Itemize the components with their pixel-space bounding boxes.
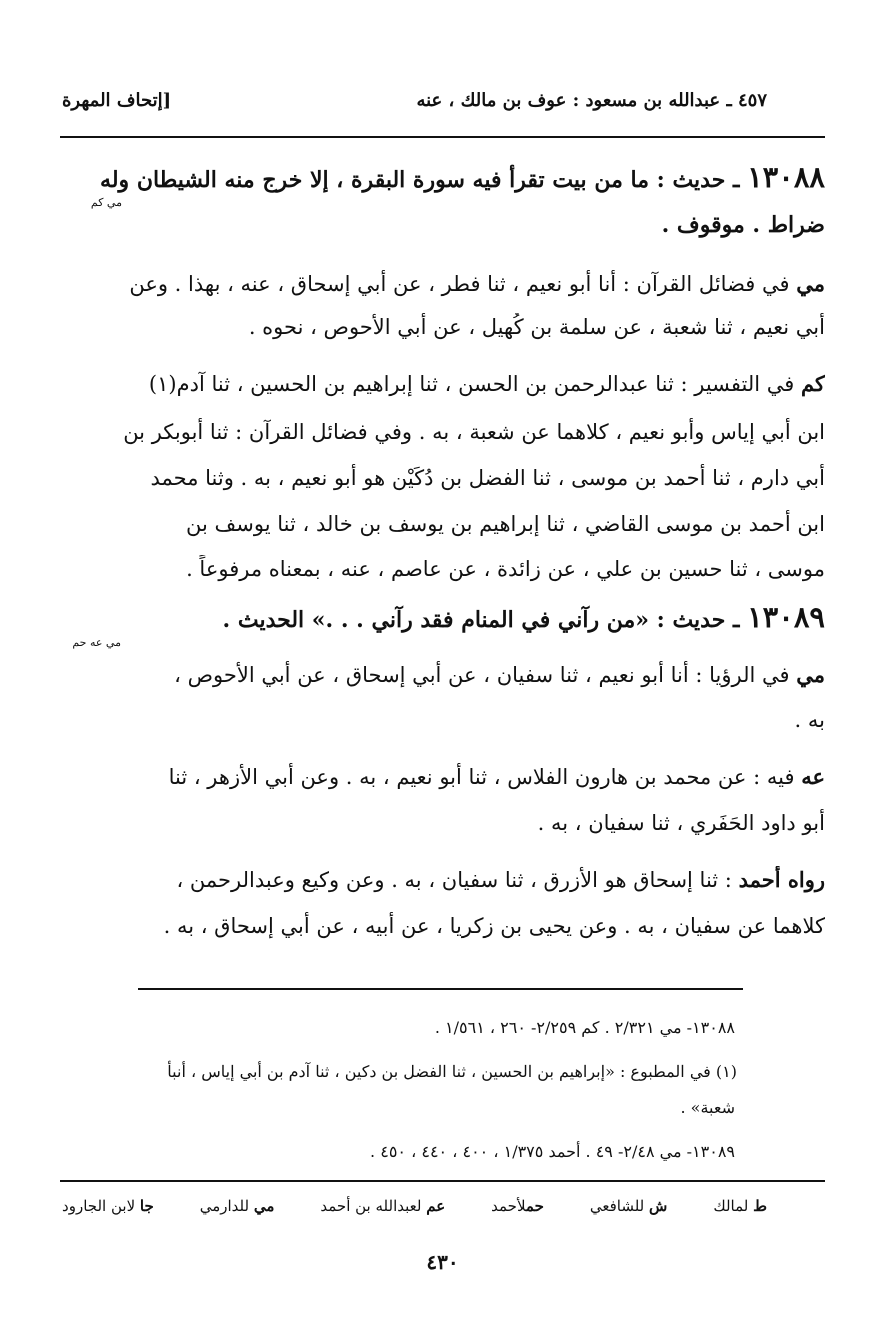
page-number: ٤٣٠ [426, 1250, 459, 1274]
hadith-text: ـ حديث : ما من بيت تقرأ فيه سورة البقرة ، إلا خرج منه الشيطان وله [100, 167, 740, 193]
hadith-13089-heading [65, 600, 825, 637]
source-sigla: مي [796, 662, 825, 687]
legend-rule [60, 1180, 825, 1182]
paragraph-ahmad-line1: رواه أحمد : ثنا إسحاق هو الأزرق ، ثنا سفيان ، به . وعن وكيع وعبدالرحمن ، [176, 867, 825, 892]
hadith-13088-heading [65, 160, 825, 197]
footnote-rule [138, 988, 743, 990]
paragraph-darimi-line1: مي في فضائل القرآن : أنا أبو نعيم ، ثنا فطر ، عن أبي إسحاق ، عنه ، بهذا . وعن [129, 271, 825, 296]
paragraph-ahmad-line2: كلاهما عن سفيان ، به . وعن يحيى بن زكريا ، عن أبيه ، عن أبي إسحاق ، به . [163, 914, 825, 938]
running-header-right: ٤٥٧ ـ عبدالله بن مسعود : عوف بن مالك ، عنه [416, 90, 767, 111]
legend-item: ش للشافعي [589, 1197, 668, 1215]
paragraph-hakim-line2: ابن أبي إياس وأبو نعيم ، كلاهما عن شعبة ، به . وفي فضائل القرآن : ثنا أبوبكر بن [123, 420, 825, 444]
paragraph-awana-line1: عه فيه : عن محمد بن هارون الفلاس ، ثنا أبو نعيم ، به . وعن أبي الأزهر ، ثنا [168, 764, 825, 789]
paragraph-ruya-line1: مي في الرؤيا : أنا أبو نعيم ، ثنا سفيان ، عن أبي إسحاق ، عن أبي الأحوص ، [174, 662, 825, 687]
legend-item: مي للدارمي [199, 1197, 275, 1215]
paragraph-hakim-line3: أبي دارم ، ثنا أحمد بن موسى ، ثنا الفضل بن دُكَيْن هو أبو نعيم ، به . وثنا محمد [150, 466, 825, 490]
hadith-13088-line2: ضراط . موقوف . [661, 212, 825, 238]
footnote-13088: ١٣٠٨٨- مي ٢/٣٢١ . كم ٢/٢٥٩- ٢٦٠ ، ١/٥٦١ . [434, 1018, 735, 1037]
legend-item: حملأحمد [491, 1197, 544, 1215]
hadith-number: ١٣٠٨٨ [747, 160, 825, 194]
footnote-1-line1: (١) في المطبوع : «إبراهيم بن الحسين ، ثنا الفضل بن دكين ، ثنا آدم بن أبي إياس ، أنبأ [167, 1062, 737, 1081]
legend-item: ط لمالك [713, 1197, 767, 1215]
source-sigla: مي [796, 271, 825, 296]
source-codes: مي كم [90, 196, 122, 209]
footnote-13089: ١٣٠٨٩- مي ٢/٤٨- ٤٩ . أحمد ١/٣٧٥ ، ٤٠٠ ، ٤٤٠ ، ٤٥٠ . [370, 1142, 735, 1161]
source-codes: مي عه حم [72, 636, 121, 649]
legend-item: جا لابن الجارود [62, 1197, 154, 1215]
paragraph-darimi-line2: أبي نعيم ، ثنا شعبة ، عن سلمة بن كُهيل ، عن أبي الأحوص ، نحوه . [248, 315, 825, 339]
hadith-number: ١٣٠٨٩ [747, 600, 825, 634]
paragraph-hakim-line4: ابن أحمد بن موسى القاضي ، ثنا إبراهيم بن يوسف بن خالد ، ثنا يوسف بن [186, 512, 825, 536]
running-header-left: [إتحاف المهرة [62, 90, 172, 111]
sigla-legend [62, 1197, 767, 1215]
hadith-text: ـ حديث : «من رآني في المنام فقد رآني . . .» الحديث . [222, 607, 740, 633]
footnote-1-line2: شعبة» . [680, 1098, 735, 1117]
paragraph-hakim-line1: كم في التفسير : ثنا عبدالرحمن بن الحسن ، ثنا إبراهيم بن الحسين ، ثنا آدم(١) [148, 371, 825, 396]
header-rule [60, 136, 825, 138]
source-sigla: عه [801, 764, 825, 789]
paragraph-hakim-line5: موسى ، ثنا حسين بن علي ، عن زائدة ، عن عاصم ، عنه ، بمعناه مرفوعاً . [186, 557, 825, 581]
paragraph-ruya-line2: به . [794, 708, 825, 732]
legend-item: عم لعبدالله بن أحمد [320, 1197, 446, 1215]
source-sigla: رواه أحمد [738, 867, 825, 892]
paragraph-awana-line2: أبو داود الحَفَري ، ثنا سفيان ، به . [537, 811, 825, 835]
source-sigla: كم [801, 371, 825, 396]
